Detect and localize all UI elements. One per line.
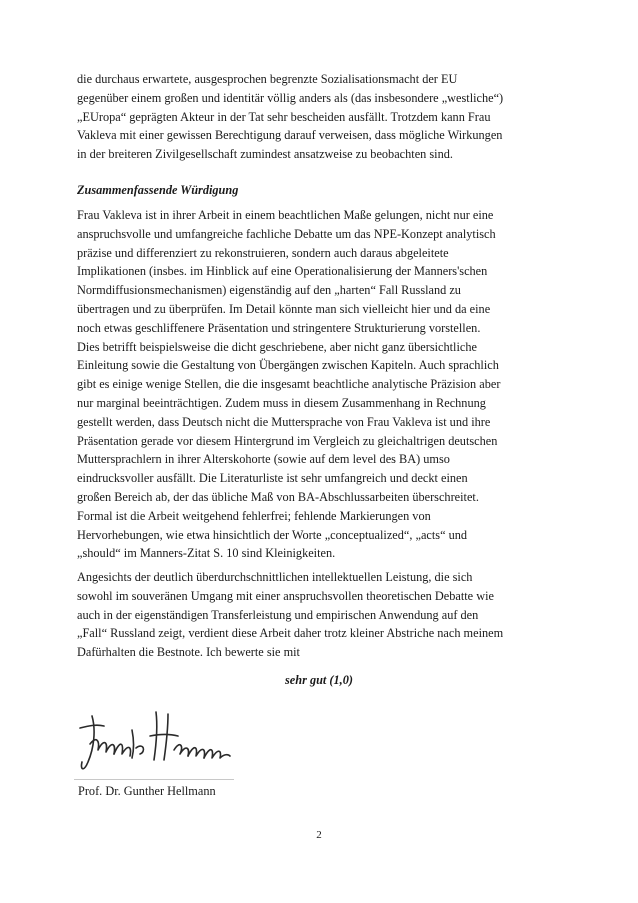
- section-heading: Zusammenfassende Würdigung: [77, 183, 239, 197]
- paragraph-line: noch etwas geschliffenere Präsentation und stringentere Strukturierung vorstellen.: [77, 320, 481, 335]
- paragraph-line: Frau Vakleva ist in ihrer Arbeit in einem beachtlichen Maße gelungen, nicht nur eine: [77, 208, 494, 222]
- paragraph-line: Dies betrifft beispielsweise die dicht geschriebene, aber nicht ganz übersichtliche: [77, 339, 477, 354]
- paragraph-line: nur marginal beeinträchtigen. Zudem muss in diesem Zusammenhang in Rechnung: [77, 395, 486, 410]
- paragraph-line: „should“ im Manners-Zitat S. 10 sind Kleinigkeiten.: [77, 546, 336, 561]
- paragraph-line: Angesichts der deutlich überdurchschnittlichen intellektuellen Leistung, die sich: [77, 570, 473, 584]
- handwritten-signature: [74, 700, 234, 780]
- paragraph-line: übertragen und zu überprüfen. Im Detail könnte man sich vielleicht hier und da eine: [77, 301, 491, 316]
- paragraph-line: gegenüber einem großen und identitär völlig anders als (das insbesondere „westliche“): [77, 90, 504, 105]
- paragraph-line: „EUropa“ geprägten Akteur in der Tat sehr bescheiden ausfällt. Trotzdem kann Frau: [77, 109, 491, 124]
- paragraph-line: in der breiteren Zivilgesellschaft zumindest ansatzweise zu beobachten sind.: [77, 147, 453, 162]
- paragraph-line: Formal ist die Arbeit weitgehend fehlerfrei; fehlende Markierungen von: [77, 508, 431, 523]
- page-number: 2: [316, 829, 322, 841]
- paragraph-line: anspruchsvolle und umfangreiche fachliche Debatte um das NPE-Konzept analytisch: [77, 226, 496, 241]
- paragraph-2: [77, 206, 569, 563]
- signature-line: [74, 779, 234, 780]
- paragraph-line: gestellt werden, dass Deutsch nicht die Muttersprache von Frau Vakleva ist und ihre: [77, 414, 491, 429]
- paragraph-line: Muttersprachlern in ihrer Alterskohorte (sowie auf dem level des BA) umso: [77, 452, 450, 467]
- grade-text: sehr gut (1,0): [285, 673, 353, 687]
- paragraph-1: [77, 70, 569, 164]
- paragraph-line: präzise und differenziert zu rekonstruieren, sondern auch daraus abgeleitete: [77, 245, 449, 260]
- paragraph-line: gibt es einige wenige Stellen, die die insgesamt beachtliche analytische Präzision aber: [77, 377, 501, 392]
- paragraph-line: die durchaus erwartete, ausgesprochen begrenzte Sozialisationsmacht der EU: [77, 72, 458, 86]
- paragraph-line: „Fall“ Russland zeigt, verdient diese Arbeit daher trotz kleiner Abstriche nach meinem: [77, 626, 504, 641]
- paragraph-line: Normdiffusionsmechanismen) eigenständig auf den „harten“ Fall Russland zu: [77, 283, 461, 298]
- paragraph-line: eindrucksvoller ausfällt. Die Literaturliste ist sehr umfangreich und deckt einen: [77, 471, 468, 486]
- paragraph-line: Dafürhalten die Bestnote. Ich bewerte sie mit: [77, 645, 300, 660]
- paragraph-line: Präsentation gerade vor diesem Hintergrund im Vergleich zu gleichaltrigen deutschen: [77, 433, 498, 448]
- paragraph-line: auch in der eigenständigen Transferleistung und empirischen Anwendung auf den: [77, 607, 479, 622]
- paragraph-line: Einleitung sowie die Gestaltung von Übergängen zwischen Kapiteln. Auch sprachlich: [77, 358, 499, 373]
- paragraph-line: Hervorhebungen, wie etwa hinsichtlich der Worte „conceptualized“, „acts“ und: [77, 527, 468, 542]
- paragraph-line: Implikationen (insbes. im Hinblick auf eine Operationalisierung der Manners'schen: [77, 264, 488, 279]
- paragraph-3: [77, 568, 569, 662]
- paragraph-line: Vakleva mit einer gewissen Berechtigung darauf verweisen, dass mögliche Wirkungen: [77, 128, 503, 143]
- paragraph-line: sowohl im souveränen Umgang mit einer anspruchsvollen theoretischen Debatte wie: [77, 588, 494, 603]
- signer-name: Prof. Dr. Gunther Hellmann: [78, 784, 216, 798]
- paragraph-line: großen Bereich ab, der das übliche Maß von BA-Abschlussarbeiten überschreitet.: [77, 489, 479, 504]
